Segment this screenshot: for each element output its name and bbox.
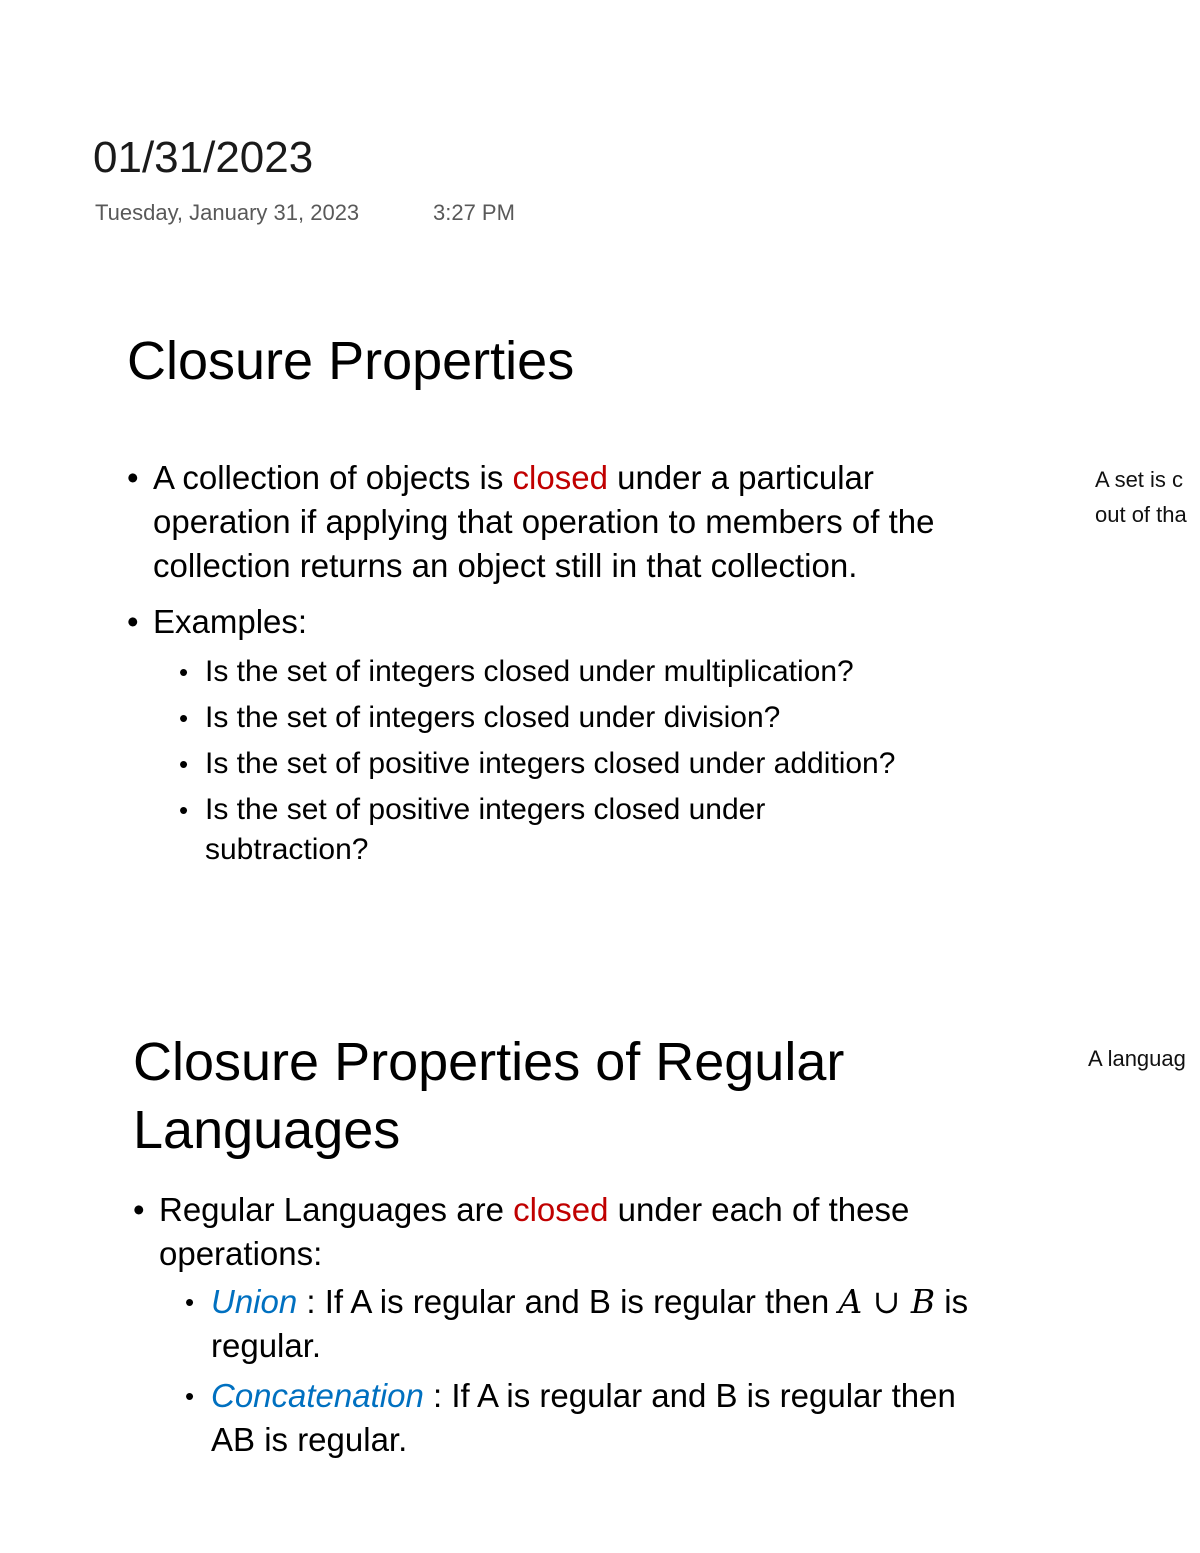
side-note-slide2: A languag [1088, 1046, 1186, 1071]
definition-text-pre: A collection of objects is [153, 459, 513, 496]
page-time: 3:27 PM [433, 200, 515, 225]
closed-highlight: closed [513, 1191, 609, 1228]
side-note-slide1 [1095, 462, 1187, 532]
slide2-title: Closure Properties of Regular Languages [133, 1032, 845, 1160]
union-math: A ∪ B [838, 1282, 936, 1321]
side-note-line: out of tha [1095, 502, 1187, 527]
regular-text-pre: Regular Languages are [159, 1191, 514, 1228]
slide2-body [133, 1186, 1033, 1458]
concatenation-text: : If A is regular and B is regular then AB is regular. [211, 1377, 956, 1458]
example-item: • Is the set of positive integers closed under subtraction? [179, 790, 865, 870]
concatenation-term: Concatenation [211, 1377, 424, 1414]
example-item: • Is the set of integers closed under multiplication? [179, 652, 1007, 692]
union-tail: is regular. [211, 1283, 969, 1364]
example-item: • Is the set of positive integers closed under addition? [179, 744, 1007, 784]
page-date: Tuesday, January 31, 2023 [95, 200, 360, 225]
slide1-title: Closure Properties [127, 331, 575, 391]
concatenation-item [185, 1374, 971, 1462]
slide2-bullet-list [133, 1188, 993, 1462]
regular-text-post: under each of these operations: [159, 1191, 910, 1272]
closed-highlight: closed [512, 459, 608, 496]
side-note-line: A set is c [1095, 467, 1184, 492]
example-item: • Is the set of integers closed under division? [179, 698, 1007, 738]
slide1-bullet-definition [127, 456, 1007, 588]
slide1-bullet-examples: • Examples: [127, 600, 1007, 644]
union-text: : If A is regular and B is regular then [297, 1283, 839, 1320]
union-item [185, 1280, 1011, 1368]
union-term: Union [211, 1283, 298, 1320]
slide2-bullet-closed [133, 1188, 993, 1276]
page-title: 01/31/2023 [93, 133, 314, 182]
definition-text-post: under a particular operation if applying that operation to members of the collection returns an object still in that collection. [153, 459, 935, 584]
slide1-bullet-list [127, 456, 1007, 870]
